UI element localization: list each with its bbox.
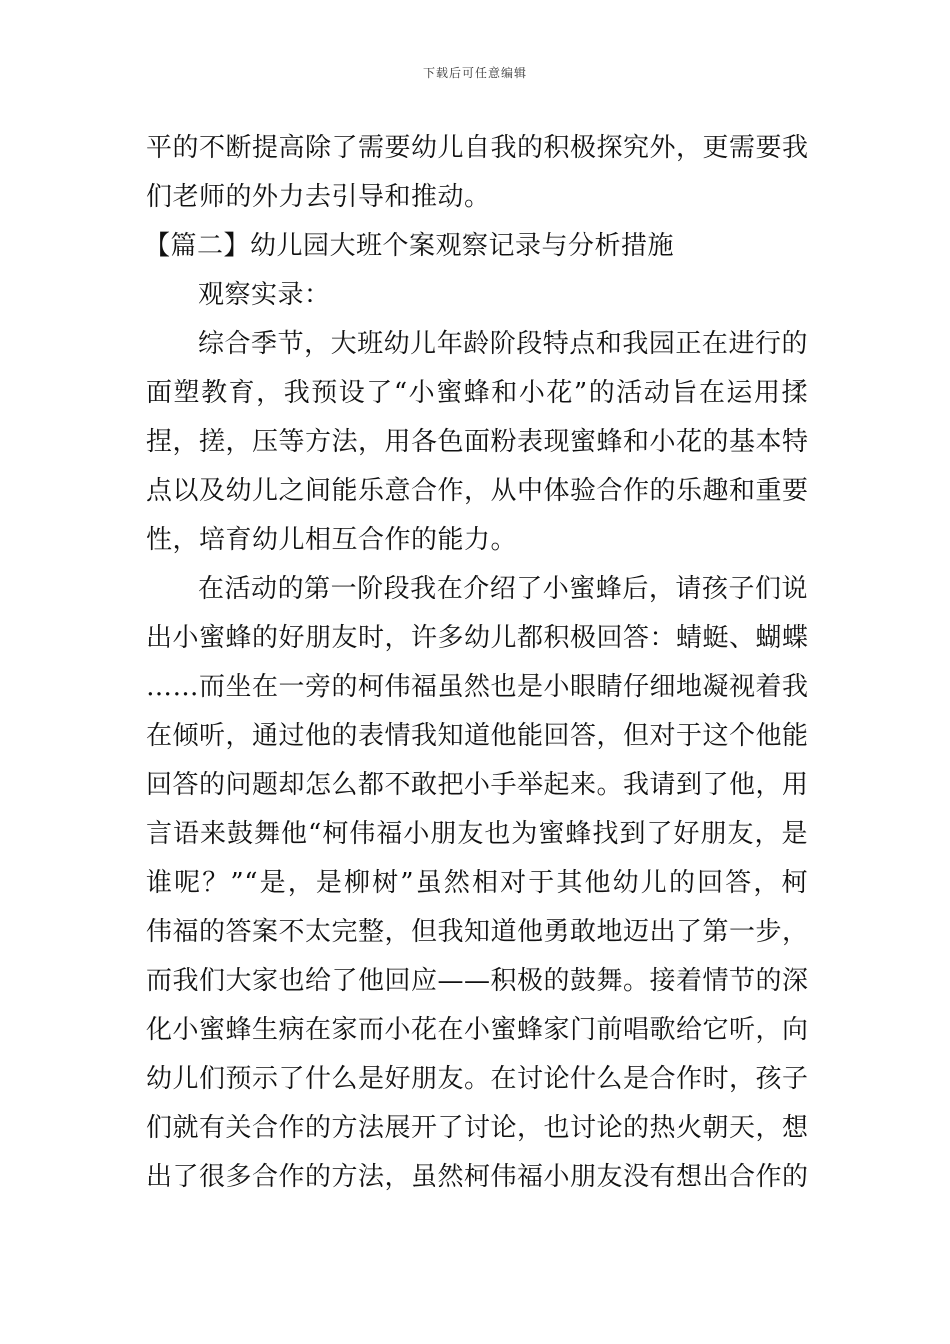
text-line: 们老师的外力去引导和推动。 — [146, 182, 491, 212]
text-line: 平的不断提高除了需要幼儿自我的积极探究外，更需要我 — [146, 133, 809, 163]
document-body — [146, 124, 808, 1202]
text-line: 在活动的第一阶段我在介绍了小蜜蜂后，请孩子们说 — [198, 574, 808, 604]
subheading: 观察实录： — [198, 280, 331, 310]
text-line: 们就有关合作的方法展开了讨论，也讨论的热火朝天，想 — [146, 1113, 809, 1143]
text-line: 在倾听，通过他的表情我知道他能回答，但对于这个他能 — [146, 721, 809, 751]
text-line: 化小蜜蜂生病在家而小花在小蜜蜂家门前唱歌给它听，向 — [146, 1015, 809, 1045]
text-line: ……而坐在一旁的柯伟福虽然也是小眼睛仔细地凝视着我 — [146, 672, 809, 702]
text-line: 点以及幼儿之间能乐意合作，从中体验合作的乐趣和重要 — [146, 476, 809, 506]
text-line: 出小蜜蜂的好朋友时，许多幼儿都积极回答：蜻蜓、蝴蝶 — [146, 623, 809, 653]
page-header: 下载后可任意编辑 — [422, 66, 527, 80]
text-line: 谁呢？”“是，是柳树”虽然相对于其他幼儿的回答，柯 — [146, 868, 808, 898]
text-line: 面塑教育，我预设了“小蜜蜂和小花”的活动旨在运用揉 — [146, 378, 808, 408]
text-line: 回答的问题却怎么都不敢把小手举起来。我请到了他，用 — [146, 770, 809, 800]
text-line: 综合季节，大班幼儿年龄阶段特点和我园正在进行的 — [198, 329, 808, 359]
text-line: 性，培育幼儿相互合作的能力。 — [146, 525, 518, 555]
text-line: 出了很多合作的方法，虽然柯伟福小朋友没有想出合作的 — [146, 1162, 809, 1192]
section-heading: 【篇二】幼儿园大班个案观察记录与分析措施 — [144, 231, 675, 261]
text-line: 幼儿们预示了什么是好朋友。在讨论什么是合作时，孩子 — [146, 1064, 809, 1094]
text-line: 伟福的答案不太完整，但我知道他勇敢地迈出了第一步， — [146, 917, 809, 947]
text-line: 言语来鼓舞他“柯伟福小朋友也为蜜蜂找到了好朋友，是 — [146, 819, 808, 849]
text-line: 而我们大家也给了他回应——积极的鼓舞。接着情节的深 — [146, 966, 809, 996]
text-line: 捏，搓，压等方法，用各色面粉表现蜜蜂和小花的基本特 — [146, 427, 809, 457]
